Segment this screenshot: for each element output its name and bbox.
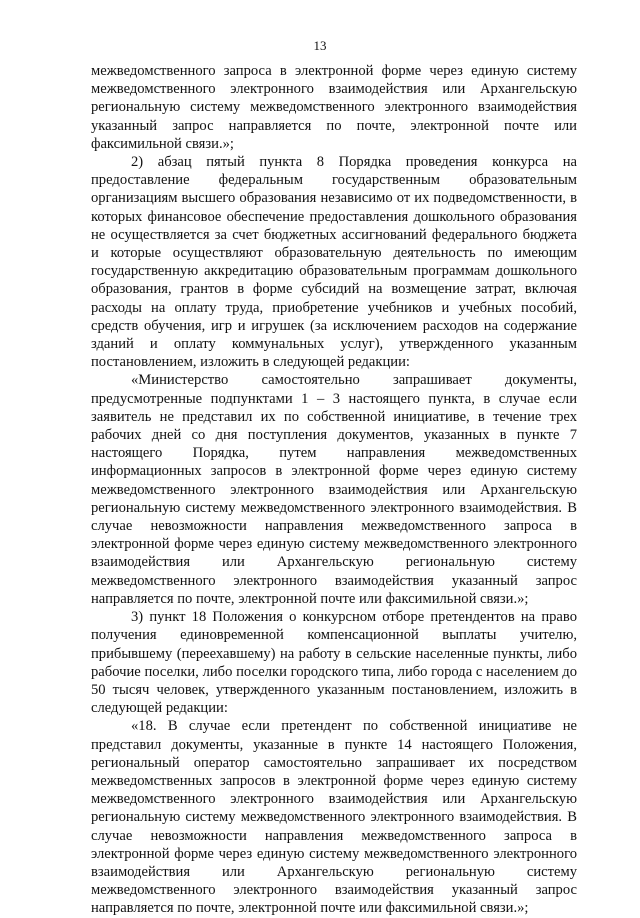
page-number: 13 (313, 38, 327, 53)
paragraph-item-2: 2) абзац пятый пункта 8 Порядка проведения конкурса на предоставление федеральным государственным образовательным организациям высшего образования независимо от их подведомственности, в которых финансовое обеспечение предоставления дошкольного образования не осуществляется за счет бюджетных ассигнований федерального бюджета и которые осуществляют образовательную деятельность по имеющим государственную аккредитацию образовательным программам дошкольного образования, грантов в форме субсидий на возмещение затрат, включая расходы на оплату труда, приобретение учебников и учебных пособий, средств обучения, игр и игрушек (за исключением расходов на содержание зданий и оплату коммунальных услуг), утвержденного указанным постановлением, изложить в следующей редакции: (91, 154, 577, 371)
paragraph-continuation: межведомственного запроса в электронной форме через единую систему межведомственного электронного взаимодействия или Архангельскую региональную систему межведомственного электронного взаимодействия указанный запрос направляется по почте, электронной почте или факсимильной связи.»; (91, 63, 577, 152)
paragraph-quote-18: «18. В случае если претендент по собственной инициативе не представил документы, указанные в пункте 14 настоящего Положения, региональный оператор самостоятельно запрашивает их посредством межведомственных запросов в электронной форме через единую систему межведомственного электронного взаимодействия или Архангельскую региональную систему межведомственного электронного взаимодействия. В случае невозможности направления межведомственного запроса в электронной форме через единую систему межведомственного электронного взаимодействия или Архангельскую региональную систему межведомственного электронного взаимодействия указанный запрос направляется по почте, электронной почте или факсимильной связи.»; (91, 718, 577, 917)
paragraph-item-3: 3) пункт 18 Положения о конкурсном отборе претендентов на право получения единовременной компенсационной выплаты учителю, прибывшему (переехавшему) на работу в сельские населенные пункты, либо рабочие поселки, либо поселки городского типа, либо города с населением до 50 тысяч человек, утвержденного указанным постановлением, изложить в следующей редакции: (91, 609, 577, 717)
document-body (91, 62, 577, 918)
paragraph-quote-ministry: «Министерство самостоятельно запрашивает документы, предусмотренные подпунктами 1 – 3 настоящего пункта, в случае если заявитель не представил их по собственной инициативе, в течение трех рабочих дней со дня поступления документов, указанных в пункте 7 настоящего Порядка, путем направления межведомственных информационных запросов в электронной форме через единую систему межведомственного электронного взаимодействия или Архангельскую региональную систему межведомственного электронного взаимодействия. В случае невозможности направления межведомственного запроса в электронной форме через единую систему межведомственного электронного взаимодействия или Архангельскую региональную систему межведомственного электронного взаимодействия указанный запрос направляется по почте, электронной почте или факсимильной связи.»; (91, 372, 577, 607)
